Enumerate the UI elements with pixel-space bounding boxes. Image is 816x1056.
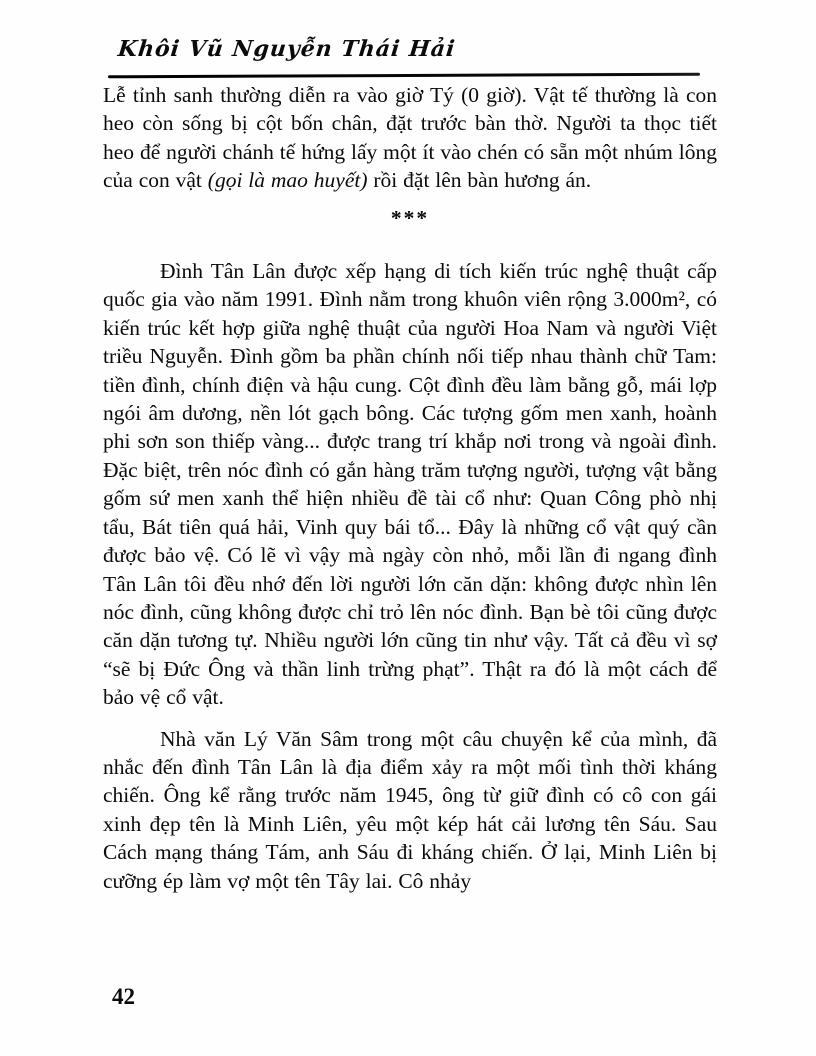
page-number: 42 [112, 984, 135, 1009]
page-body [103, 81, 717, 895]
paragraph-le-tinh-sanh [103, 81, 717, 195]
paragraph-text: Lễ tỉnh sanh thường diễn ra vào giờ Tý (0 giờ). Vật tế thường là con heo còn sống bị cột bốn chân, đặt trước bàn thờ. Người ta thọc tiết heo để người chánh tế hứng lấy một ít vào chén có sẵn một nhúm lông của con vật [103, 83, 717, 193]
section-separator: *** [390, 205, 430, 230]
running-header-author: Khôi Vũ Nguyễn Thái Hải [116, 36, 457, 62]
header-rule [108, 73, 700, 79]
paragraph-text: rồi đặt lên bàn hương án. [367, 168, 592, 193]
paragraph-ly-van-sam: Nhà văn Lý Văn Sâm trong một câu chuyện kể của mình, đã nhắc đến đình Tân Lân là địa điểm xảy ra một mối tình thời kháng chiến. Ông kể rằng trước năm 1945, ông từ giữ đình có cô con gái xinh đẹp tên là Minh Liên, yêu một kép hát cải lương tên Sáu. Sau Cách mạng tháng Tám, anh Sáu đi kháng chiến. Ở lại, Minh Liên bị cưỡng ép làm vợ một tên Tây lai. Cô nhảy [103, 726, 717, 893]
paragraph-dinh-tan-lan: Đình Tân Lân được xếp hạng di tích kiến trúc nghệ thuật cấp quốc gia vào năm 1991. Đình nằm trong khuôn viên rộng 3.000m², có kiến trúc kết hợp giữa nghệ thuật của người Hoa Nam và người Việt triều Nguyễn. Đình gồm ba phần chính nối tiếp nhau thành chữ Tam: tiền đình, chính điện và hậu cung. Cột đình đều làm bằng gỗ, mái lợp ngói âm dương, nền lót gạch bông. Các tượng gốm men xanh, hoành phi sơn son thiếp vàng... được trang trí khắp nơi trong và ngoài đình. Đặc biệt, trên nóc đình có gắn hàng trăm tượng người, tượng vật bằng gốm sứ men xanh thể hiện nhiều đề tài cổ như: Quan Công phò nhị tẩu, Bát tiên quá hải, Vinh quy bái tổ... Đây là những cổ vật quý cần được bảo vệ. Có lẽ vì vậy mà ngày còn nhỏ, mỗi lần đi ngang đình Tân Lân tôi đều nhớ đến lời người lớn căn dặn: không được nhìn lên nóc đình, cũng không được chỉ trỏ lên nóc đình. Bạn bè tôi cũng được căn dặn tương tự. Nhiều người lớn cũng tin như vậy. Tất cả đều vì sợ “sẽ bị Đức Ông và thần linh trừng phạt”. Thật ra đó là một cách để bảo vệ cổ vật. [103, 259, 717, 710]
paragraph-italic-note: (gọi là mao huyết) [207, 168, 368, 193]
